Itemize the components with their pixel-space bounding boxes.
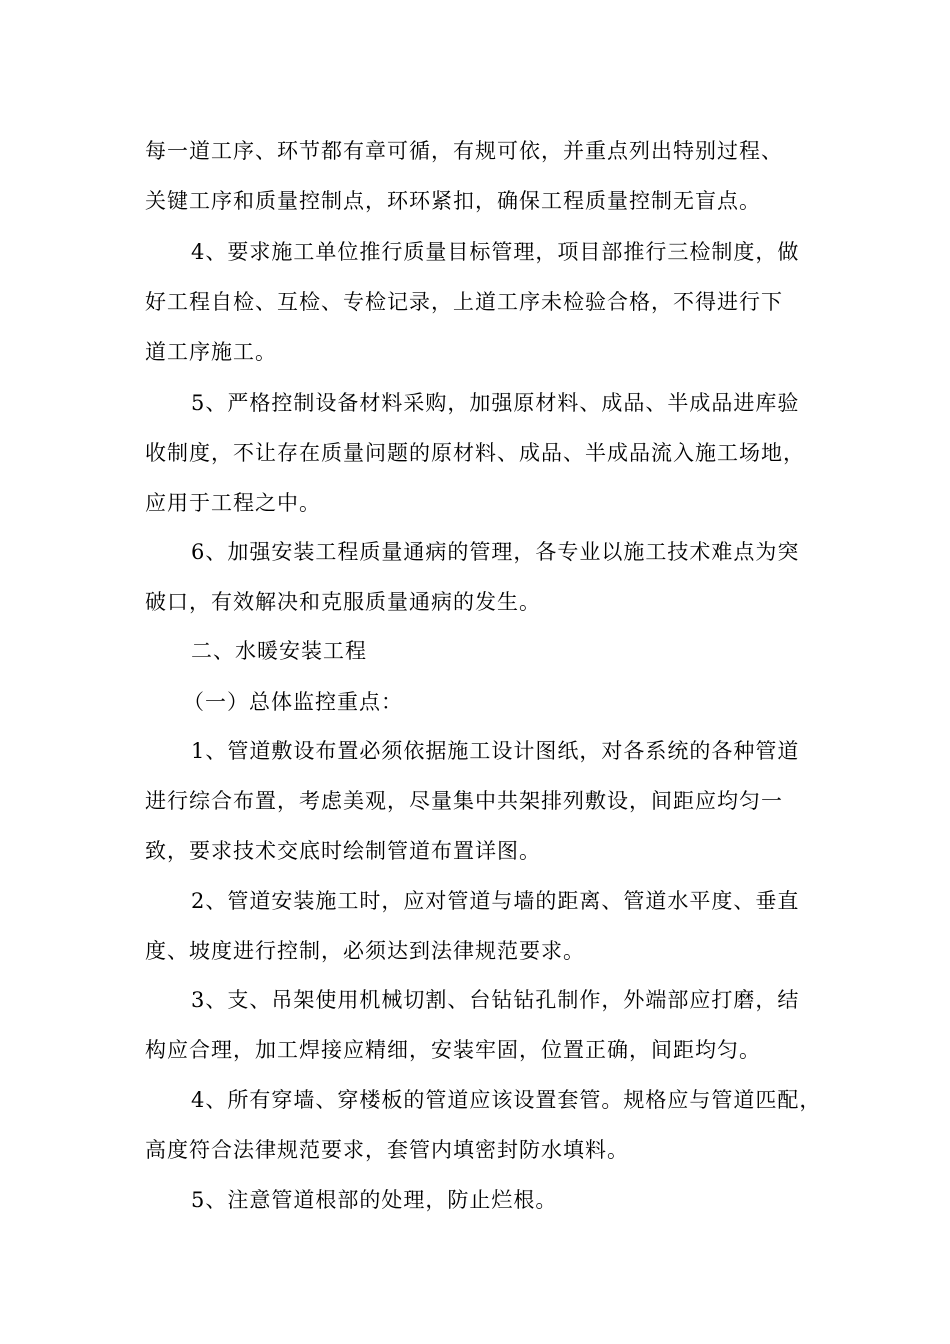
subsection-heading (145, 677, 825, 727)
paragraph-item-1 (145, 726, 825, 876)
text-line: 高度符合法律规范要求，套管内填密封防水填料。 (145, 1138, 629, 1162)
text-line: 度、坡度进行控制，必须达到法律规范要求。 (145, 939, 585, 963)
text-line: 4、所有穿墙、穿楼板的管道应该设置套管。规格应与管道匹配， (191, 1088, 822, 1112)
text-line: 2、管道安装施工时，应对管道与墙的距离、管道水平度、垂直 (191, 889, 800, 913)
text-line: 1、管道敷设布置必须依据施工设计图纸，对各系统的各种管道 (191, 739, 800, 763)
text-line: 致，要求技术交底时绘制管道布置详图。 (145, 839, 541, 863)
paragraph-continuation (145, 126, 825, 226)
text-line: 6、加强安装工程质量通病的管理，各专业以施工技术难点为突 (191, 540, 800, 564)
text-line: 3、支、吊架使用机械切割、台钻钻孔制作，外端部应打磨，结 (191, 988, 800, 1012)
text-line: 进行综合布置，考虑美观，尽量集中共架排列敷设，间距应均匀一 (145, 789, 783, 813)
text-line: 好工程自检、互检、专检记录，上道工序未检验合格，不得进行下 (145, 290, 783, 314)
paragraph-item-2 (145, 876, 825, 976)
text-line: 每一道工序、环节都有章可循，有规可依，并重点列出特别过程、 (145, 139, 783, 163)
text-line: 收制度，不让存在质量问题的原材料、成品、半成品流入施工场地， (145, 441, 805, 465)
paragraph-item-4 (145, 227, 825, 377)
subsection-heading-text: （一）总体监控重点： (183, 690, 403, 714)
paragraph-item-5-pipe-root (145, 1175, 825, 1225)
text-line: 构应合理，加工焊接应精细，安装牢固，位置正确，间距均匀。 (145, 1038, 761, 1062)
paragraph-item-4-sleeves (145, 1075, 825, 1175)
text-line: 5、严格控制设备材料采购，加强原材料、成品、半成品进库验 (191, 391, 800, 415)
text-line: 4、要求施工单位推行质量目标管理，项目部推行三检制度，做 (191, 240, 800, 264)
text-line: 道工序施工。 (145, 340, 277, 364)
section-heading-text: 二、水暖安装工程 (191, 639, 367, 663)
text-line: 5、注意管道根部的处理，防止烂根。 (191, 1188, 558, 1212)
text-line: 关键工序和质量控制点，环环紧扣，确保工程质量控制无盲点。 (145, 189, 761, 213)
section-heading (145, 626, 825, 676)
paragraph-item-3 (145, 975, 825, 1075)
paragraph-item-5 (145, 378, 825, 528)
text-line: 应用于工程之中。 (145, 491, 321, 515)
paragraph-item-6 (145, 527, 825, 627)
text-line: 破口，有效解决和克服质量通病的发生。 (145, 590, 541, 614)
